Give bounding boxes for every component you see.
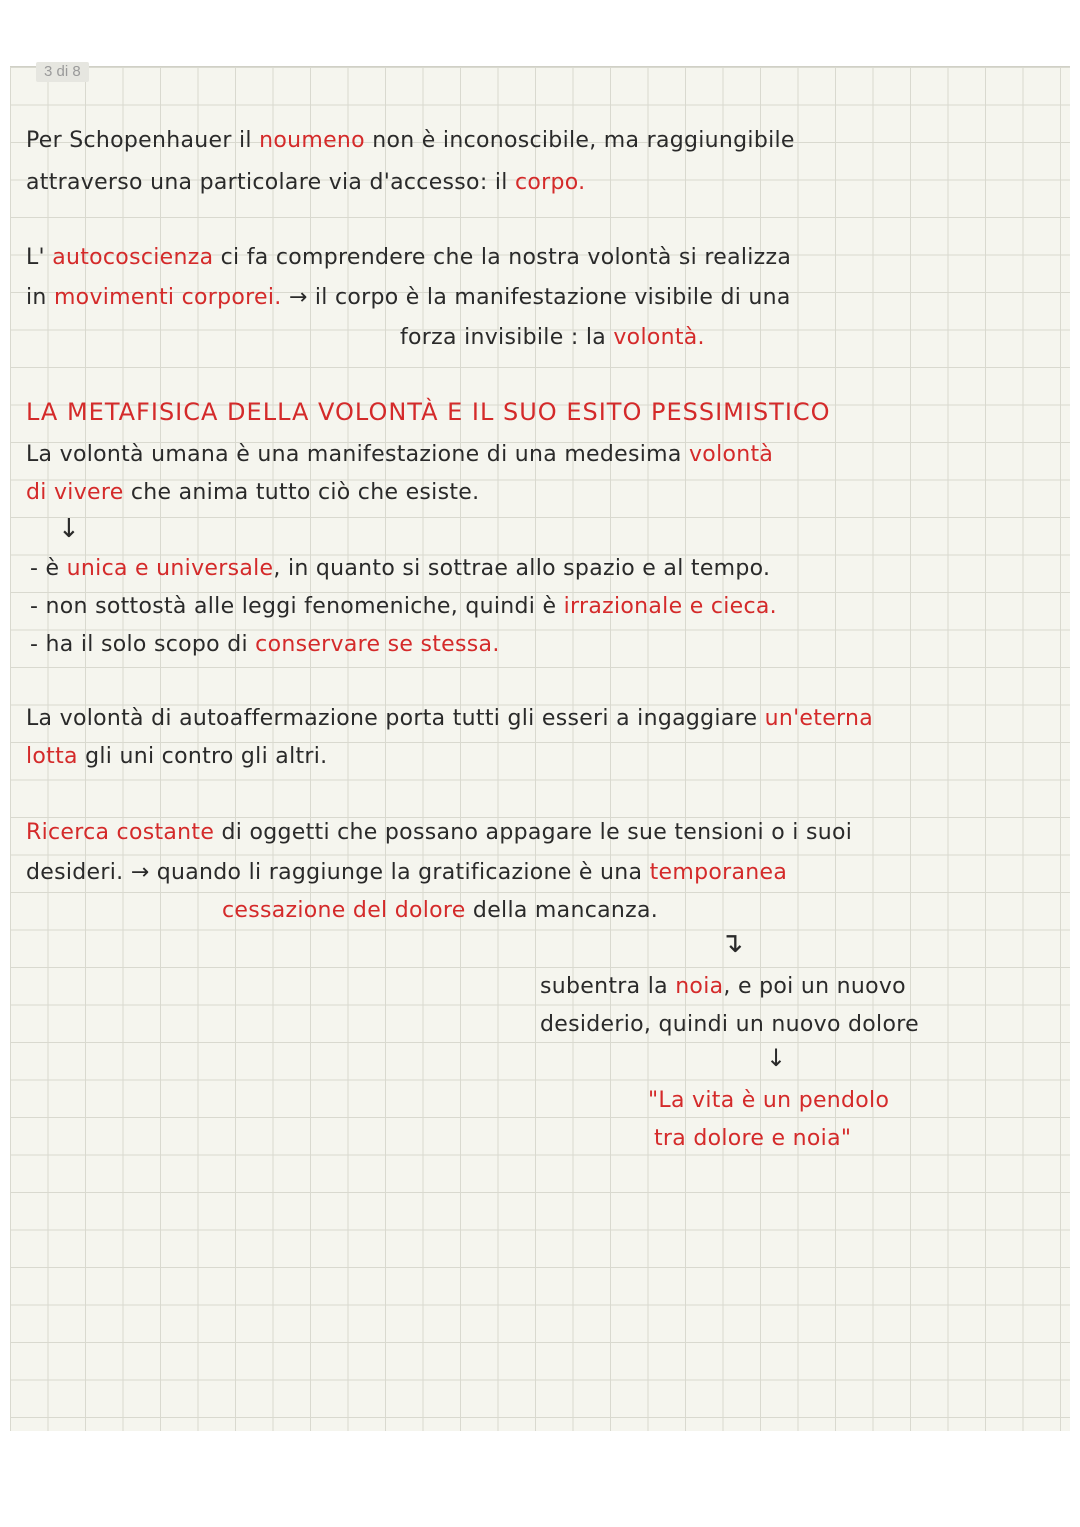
quote-line2: tra dolore e noia" [654, 1126, 852, 1151]
text: che anima tutto ciò che esiste. [123, 480, 480, 505]
down-arrow-icon: ↓ [766, 1044, 787, 1072]
highlight: noia [675, 974, 724, 999]
highlight: volontà. [613, 325, 705, 350]
bullet-3 [30, 632, 500, 657]
p2-line3 [400, 325, 705, 350]
down-arrow-icon: ↓ [58, 514, 81, 544]
p5-line2 [26, 860, 787, 885]
highlight: temporanea [649, 860, 788, 885]
text: L' [26, 245, 53, 270]
text: forza invisibile : la [400, 325, 614, 350]
text: desideri. [26, 860, 124, 885]
text: , in quanto si sottrae allo spazio e al tempo. [273, 556, 771, 581]
text: gli uni contro gli altri. [77, 744, 328, 769]
p4-line2 [26, 744, 327, 769]
bullet-2 [30, 594, 777, 619]
text: quando li raggiunge la gratificazione è una [149, 860, 650, 885]
bullet-1 [30, 556, 770, 581]
right-arrow-icon: → [288, 285, 308, 310]
highlight: movimenti corporei. [53, 285, 282, 310]
right-arrow-icon: → [130, 860, 150, 885]
highlight: Ricerca costante [26, 820, 215, 845]
highlight: volontà [688, 442, 774, 467]
highlight: irrazionale e cieca. [563, 594, 777, 619]
p2-line1 [26, 245, 791, 270]
quote-line1: "La vita è un pendolo [648, 1088, 890, 1113]
text: , e poi un nuovo [723, 974, 906, 999]
highlight: lotta [26, 744, 78, 769]
text: attraverso una particolare via d'accesso: il [26, 170, 515, 195]
text: - non sottostà alle leggi fenomeniche, quindi è [30, 594, 564, 619]
highlight: di vivere [26, 480, 124, 505]
highlight: corpo. [514, 170, 586, 195]
text: della mancanza. [465, 898, 659, 923]
text: Per Schopenhauer il [26, 128, 260, 153]
p5-line3 [222, 898, 658, 923]
text: - ha il solo scopo di [30, 632, 256, 657]
text: La volontà di autoaffermazione porta tutti gli esseri a ingaggiare [26, 706, 765, 731]
curve-arrow-icon: ↴ [720, 926, 744, 959]
p1-line2 [26, 170, 585, 195]
p5-line4 [540, 974, 906, 999]
p5-line5: desiderio, quindi un nuovo dolore [540, 1012, 919, 1037]
p4-line1 [26, 706, 873, 731]
page-counter: 3 di 8 [36, 62, 89, 82]
highlight: cessazione del dolore [222, 898, 466, 923]
text: di oggetti che possano appagare le sue tensioni o i suoi [214, 820, 853, 845]
text: in [26, 285, 54, 310]
highlight: autocoscienza [52, 245, 214, 270]
text: - è [30, 556, 67, 581]
highlight: noumeno [259, 128, 365, 153]
text: il corpo è la manifestazione visibile di una [307, 285, 791, 310]
highlight: unica e universale [66, 556, 274, 581]
section-title: LA METAFISICA DELLA VOLONTÀ E IL SUO ESITO PESSIMISTICO [26, 398, 831, 426]
highlight: un'eterna [764, 706, 874, 731]
p5-line1 [26, 820, 852, 845]
highlight: conservare se stessa. [255, 632, 500, 657]
text: La volontà umana è una manifestazione di una medesima [26, 442, 689, 467]
text: subentra la [540, 974, 676, 999]
p1-line1 [26, 128, 795, 153]
text: non è inconoscibile, ma raggiungibile [364, 128, 795, 153]
p3-line2 [26, 480, 479, 505]
p3-line1 [26, 442, 773, 467]
p2-line2 [26, 285, 791, 310]
text: ci fa comprendere che la nostra volontà si realizza [213, 245, 792, 270]
